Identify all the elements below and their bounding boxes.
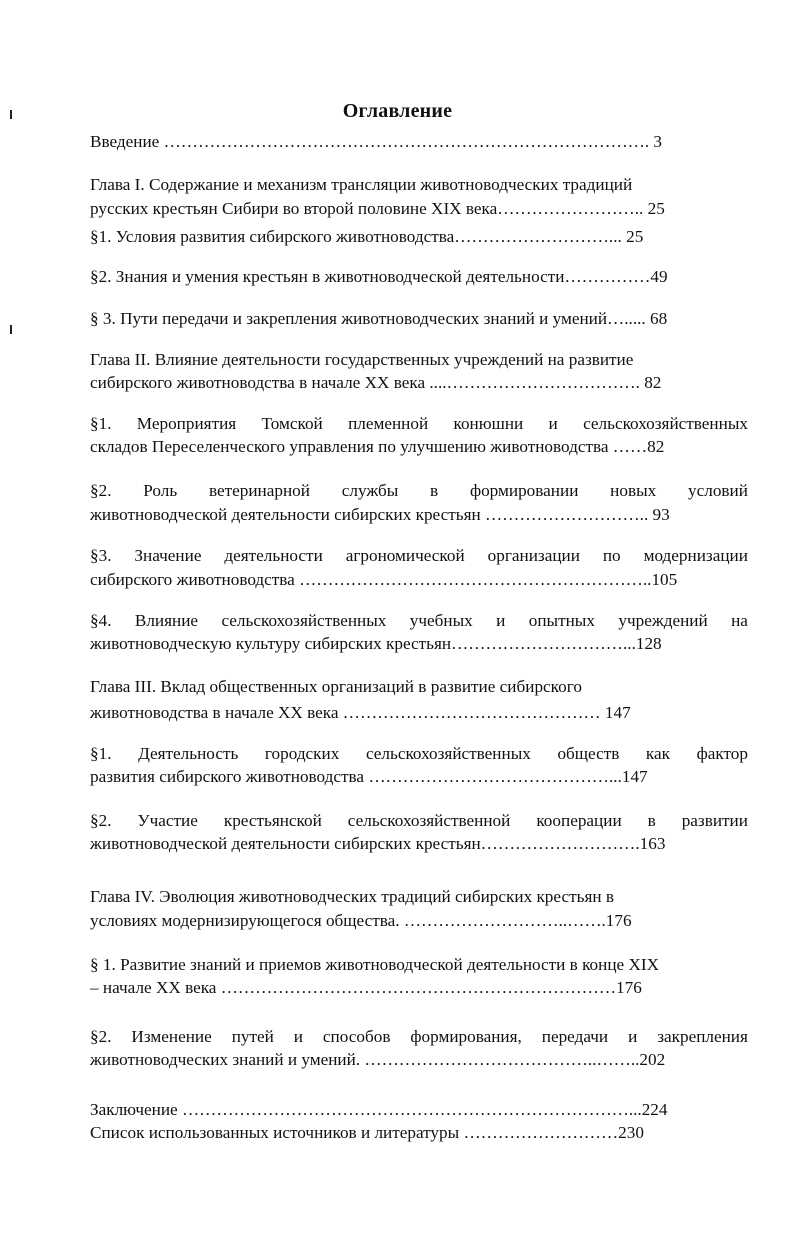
word: организации [487, 546, 580, 565]
toc-section-2-4-line1 [90, 610, 748, 632]
toc-section-2-2-line2: животноводческой деятельности сибирских крестьян ……………………….. 93 [90, 505, 670, 524]
word: сельскохозяйственных [583, 414, 748, 433]
word: крестьянской [223, 811, 322, 830]
word: и [496, 611, 506, 630]
toc-section-2-1-line1 [90, 413, 748, 435]
toc-conclusion: Заключение ……………………………………………………………………...224 [90, 1100, 668, 1119]
word: §1. [90, 414, 112, 433]
word: опытных [528, 611, 595, 630]
word: Участие [137, 811, 198, 830]
word: службы [341, 481, 399, 500]
word: способов [322, 1027, 391, 1046]
word: ветеринарной [208, 481, 310, 500]
toc-chapter-2-line1: Глава II. Влияние деятельности государственных учреждений на развитие [90, 350, 634, 369]
word: Мероприятия [136, 414, 237, 433]
toc-sources: Список использованных источников и литературы ………………………230 [90, 1123, 644, 1142]
word: §2. [90, 481, 112, 500]
word: формирования, [410, 1027, 522, 1046]
word: сельскохозяйственных [221, 611, 387, 630]
toc-section-2-3-line1 [90, 545, 748, 567]
word: модернизации [643, 546, 748, 565]
word: и [628, 1027, 638, 1046]
word: и [293, 1027, 303, 1046]
word: формировании [469, 481, 579, 500]
word: закрепления [657, 1027, 748, 1046]
toc-page-number: 3 [653, 132, 663, 151]
word: деятельности [224, 546, 323, 565]
toc-section-3-1-line2: развития сибирского животноводства ……………………………………...147 [90, 767, 648, 786]
word: городских [264, 744, 340, 763]
toc-section-1-3: § 3. Пути передачи и закрепления животноводческих знаний и умений…..... 68 [90, 309, 668, 328]
word: в [430, 481, 439, 500]
word: Роль [143, 481, 178, 500]
word: §2. [90, 811, 112, 830]
word: Изменение [131, 1027, 212, 1046]
word: Томской [261, 414, 323, 433]
toc-section-2-1-line2: складов Переселенческого управления по улучшению животноводства ……82 [90, 437, 665, 456]
word: Деятельность [138, 744, 239, 763]
toc-section-4-1-line1: § 1. Развитие знаний и приемов животноводческой деятельности в конце XIX [90, 955, 660, 974]
word: агрономической [345, 546, 465, 565]
word: конюшни [453, 414, 524, 433]
word: §1. [90, 744, 112, 763]
word: путей [231, 1027, 274, 1046]
toc-chapter-3-line1: Глава III. Вклад общественных организаций в развитие сибирского [90, 677, 582, 696]
word: в [647, 811, 656, 830]
word: развитии [681, 811, 748, 830]
word: Влияние [134, 611, 199, 630]
scan-mark-middle [10, 325, 12, 334]
word: сельскохозяйственных [365, 744, 531, 763]
toc-section-2-4-line2: животноводческую культуру сибирских крестьян…………………………...128 [90, 634, 662, 653]
toc-chapter-4-line2: условиях модернизирующегося общества. ………………………..…….176 [90, 911, 632, 930]
word: Значение [134, 546, 202, 565]
toc-chapter-1-line1: Глава I. Содержание и механизм трансляции животноводческих традиций [90, 175, 633, 194]
toc-section-4-1-line2: – начале XX века ……………………………………………………………176 [90, 978, 642, 997]
word: племенной [348, 414, 429, 433]
toc-chapter-1-line2: русских крестьян Сибири во второй половине XIX века…………………….. 25 [90, 199, 665, 218]
word: на [731, 611, 748, 630]
toc-section-3-2-line1 [90, 810, 748, 832]
word: по [602, 546, 621, 565]
word: как [645, 744, 670, 763]
word: сельскохозяйственной [347, 811, 511, 830]
toc-section-2-3-line2: сибирского животноводства ……………………………………………………..105 [90, 570, 678, 589]
word: §3. [90, 546, 112, 565]
word: фактор [696, 744, 748, 763]
word: §4. [90, 611, 112, 630]
page-title: Оглавление [342, 100, 453, 122]
toc-entry-label: Введение [90, 132, 160, 151]
word: кооперации [536, 811, 622, 830]
toc-section-4-2-line1 [90, 1026, 748, 1048]
word: учреждений [618, 611, 708, 630]
word: новых [610, 481, 657, 500]
toc-chapter-3-line2: животноводства в начале XX века ……………………………………… 147 [90, 703, 631, 722]
toc-section-1-2: §2. Знания и умения крестьян в животноводческой деятельности……………49 [90, 267, 668, 286]
word: §2. [90, 1027, 112, 1046]
toc-chapter-4-line1: Глава IV. Эволюция животноводческих традиций сибирских крестьян в [90, 887, 614, 906]
toc-section-4-2-line2: животноводческих знаний и умений. …………………………………..……..202 [90, 1050, 666, 1069]
word: передачи [541, 1027, 609, 1046]
toc-section-3-2-line2: животноводческой деятельности сибирских крестьян……………………….163 [90, 834, 666, 853]
word: учебных [409, 611, 473, 630]
toc-section-1-1: §1. Условия развития сибирского животноводства………………………... 25 [90, 227, 644, 246]
toc-section-2-2-line1 [90, 480, 748, 502]
toc-leader-dots: …………………………………………………………………………. [159, 132, 654, 151]
word: условий [688, 481, 748, 500]
word: и [548, 414, 558, 433]
toc-chapter-2-line2: сибирского животноводства в начале XX века ....……………………………. 82 [90, 373, 662, 392]
toc-entry-introduction [90, 131, 748, 153]
toc-section-3-1-line1 [90, 743, 748, 765]
word: обществ [557, 744, 620, 763]
